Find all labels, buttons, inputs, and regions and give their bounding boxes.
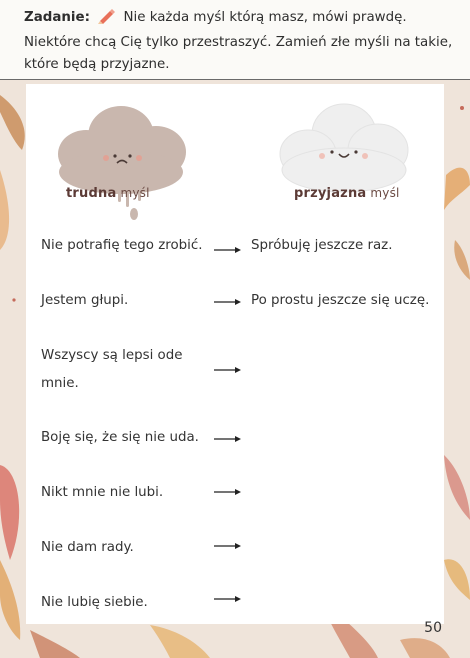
page-number: 50 bbox=[424, 620, 442, 636]
arrow-right-icon bbox=[214, 366, 242, 374]
bad-thought: Nie potrafię tego zrobić. bbox=[41, 238, 203, 253]
arrow-right-icon bbox=[214, 435, 242, 443]
bad-thought: Jestem głupi. bbox=[41, 293, 129, 308]
bad-thought: Nie lubię siebie. bbox=[41, 595, 148, 610]
worksheet-card bbox=[26, 84, 444, 624]
bad-thought: Nie dam rady. bbox=[41, 540, 134, 555]
task-label: Zadanie: bbox=[24, 10, 90, 25]
task-text: Nie każda myśl którą masz, mówi prawdę. Niektóre chcą Cię tylko przestraszyć. Zamień złe myśli na takie, które będą przyjazne. bbox=[24, 10, 453, 72]
pencil-icon bbox=[97, 8, 115, 32]
arrow-right-icon bbox=[214, 246, 242, 254]
bad-cloud-label: trudna myśl bbox=[66, 186, 150, 201]
arrow-right-icon bbox=[214, 595, 242, 603]
bad-thought: Nikt mnie nie lubi. bbox=[41, 485, 164, 500]
sad-cloud-icon bbox=[46, 94, 196, 222]
arrow-right-icon bbox=[214, 488, 242, 496]
friendly-thought: Po prostu jeszcze się uczę. bbox=[251, 293, 430, 308]
friendly-thought: Spróbuję jeszcze raz. bbox=[251, 238, 393, 253]
task-instruction bbox=[0, 0, 470, 80]
arrow-right-icon bbox=[214, 542, 242, 550]
bad-thought: Boję się, że się nie uda. bbox=[41, 430, 199, 445]
arrow-right-icon bbox=[214, 298, 242, 306]
good-cloud-label: przyjazna myśl bbox=[294, 186, 400, 201]
bad-thought: Wszyscy są lepsi ode mnie. bbox=[41, 348, 183, 391]
